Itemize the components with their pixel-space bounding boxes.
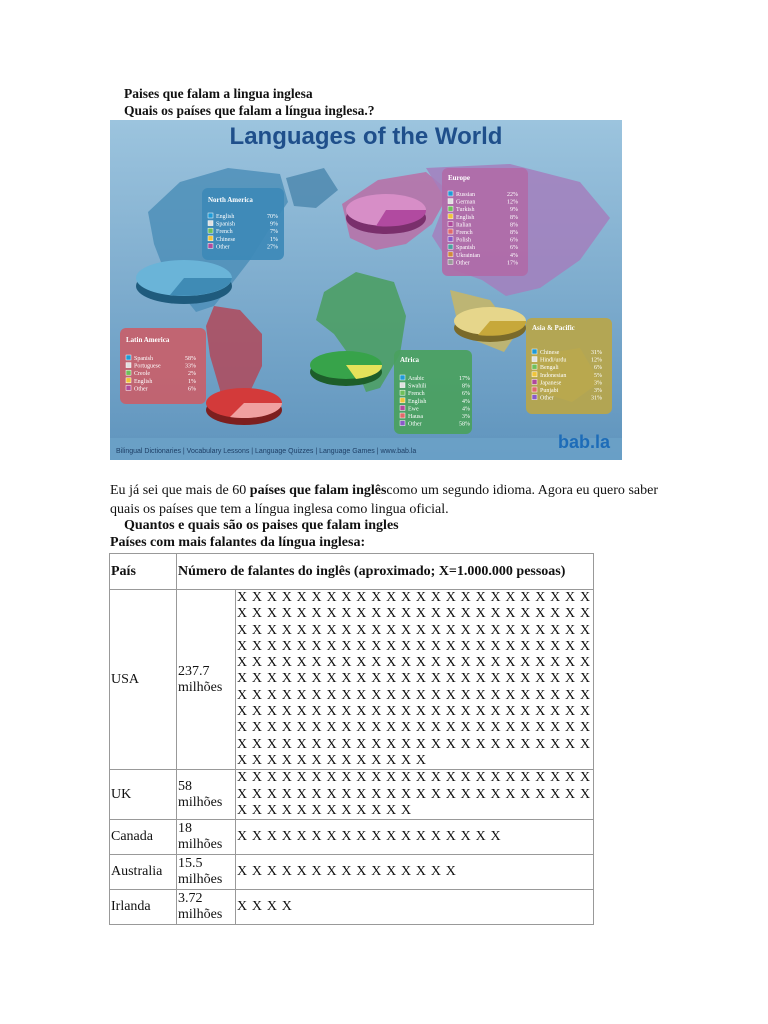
amount-cell: 3.72 milhões (177, 890, 236, 925)
legend-swatch (126, 385, 131, 390)
legend-language: English (408, 398, 427, 405)
country-cell: Australia (110, 855, 177, 890)
legend-swatch (448, 244, 453, 249)
x-bar-cell: X X X X X X X X X X X X X X X X X X (236, 820, 594, 855)
asia-pacific-pie (454, 307, 526, 342)
subheading-1: Quantos e quais são os paises que falam ingles (124, 518, 399, 533)
legend-swatch (400, 398, 405, 403)
legend-percent: 17% (459, 376, 470, 382)
table-row (110, 820, 594, 855)
legend-percent: 8% (510, 222, 518, 229)
legend-swatch (532, 395, 537, 400)
legend-language: Creole (134, 371, 150, 378)
legend-swatch (448, 252, 453, 257)
legend-language: Turkish (456, 207, 475, 214)
legend-swatch (532, 372, 537, 377)
legend-percent: 31% (591, 350, 602, 356)
legend-swatch (448, 191, 453, 196)
legend-percent: 7% (270, 229, 278, 236)
legend-percent: 8% (510, 230, 518, 236)
map-title: Languages of the World (229, 123, 503, 150)
legend-percent: 31% (591, 395, 602, 402)
legend-percent: 1% (270, 236, 278, 243)
legend-language: Chinese (540, 350, 560, 356)
north-america-legend (202, 188, 284, 260)
legend-percent: 3% (462, 414, 470, 420)
x-bar-cell: X X X X X X X X X X X X X X X X X X X X X X X X X X X X X X X X X X X X X X X X X X X X X X X X X X X X X X X X X X X X (236, 770, 594, 820)
legend-swatch (448, 229, 453, 234)
intro-paragraph (110, 481, 658, 519)
legend-percent: 17% (507, 260, 518, 267)
legend-swatch (208, 243, 213, 248)
legend-language: English (216, 214, 235, 220)
x-bar-cell: X X X X X X X X X X X X X X X X X X X X X X X X X X X X X X X X X X X X X X X X X X X X X X X X X X X X X X X X X X X X X X X X X X X X X X X X X X X X X X X X X X X X X X X X X X X X X X X X X X X X X X X X X X X X X X X X X X X X X X X X X X X X X X X X X X X X X X X X X X X X X X X X X X X X X X X X X X X X X X X X X X X X X X X X X X X X X X X X X X X X X X X X X X X X X X X X X X X X X X X X X X X X X X X X X X X X X X X X X X X X X X X X X X X X X X X X X X X X X X X X X X X X X X X X X X X X X (236, 590, 594, 770)
country-cell: USA (110, 590, 177, 770)
legend-percent: 8% (462, 383, 470, 390)
legend-percent: 70% (267, 214, 278, 220)
region-name: Africa (400, 356, 420, 364)
legend-language: Japanese (540, 380, 562, 387)
table-row (110, 855, 594, 890)
legend-swatch (532, 379, 537, 384)
legend-language: Chinese (216, 236, 236, 243)
legend-swatch (126, 355, 131, 360)
region-name: Latin America (126, 336, 170, 344)
legend-swatch (208, 221, 213, 226)
latin-america-legend (120, 328, 206, 404)
legend-percent: 4% (462, 406, 470, 413)
languages-of-the-world-map (110, 120, 622, 460)
table-row (110, 770, 594, 820)
legend-percent: 6% (594, 365, 602, 372)
legend-percent: 6% (188, 386, 196, 393)
europe-legend (442, 168, 528, 276)
legend-percent: 6% (510, 245, 518, 252)
legend-language: Spanish (456, 245, 476, 252)
legend-language: Punjabi (540, 388, 559, 394)
legend-language: Other (216, 244, 230, 251)
legend-language: Ukrainian (456, 252, 480, 259)
subheading-2: Países com mais falantes da língua inglesa: (110, 535, 366, 550)
table-row (110, 590, 594, 770)
country-cell: Irlanda (110, 890, 177, 925)
north-america-pie (136, 260, 232, 304)
footer-links: Bilingual Dictionaries | Vocabulary Lessons | Language Quizzes | Language Games | www.bab.la (116, 448, 417, 455)
legend-swatch (532, 349, 537, 354)
legend-language: Polish (456, 237, 472, 244)
legend-percent: 3% (594, 380, 602, 387)
legend-language: English (134, 378, 153, 385)
table-row (110, 890, 594, 925)
legend-swatch (400, 405, 405, 410)
legend-percent: 9% (510, 207, 518, 214)
legend-language: Portuguese (134, 363, 161, 370)
legend-percent: 4% (462, 398, 470, 405)
africa-legend (394, 350, 472, 434)
latin-america-pie (206, 388, 282, 425)
legend-language: French (456, 230, 473, 236)
legend-swatch (448, 221, 453, 226)
legend-swatch (126, 363, 131, 368)
header-speakers: Número de falantes do inglês (aproximado; X=1.000.000 pessoas) (177, 554, 594, 590)
heading-line-1: Paises que falam a lingua inglesa (124, 86, 313, 101)
amount-cell: 58 milhões (177, 770, 236, 820)
legend-swatch (448, 259, 453, 264)
legend-percent: 33% (185, 363, 196, 370)
legend-percent: 27% (267, 244, 278, 251)
legend-percent: 6% (462, 391, 470, 398)
legend-swatch (448, 237, 453, 242)
legend-language: French (216, 229, 233, 236)
speakers-table (109, 553, 594, 925)
legend-percent: 8% (510, 214, 518, 221)
legend-swatch (400, 375, 405, 380)
amount-cell: 15.5 milhões (177, 855, 236, 890)
heading-line-2: Quais os países que falam a língua inglesa.? (124, 103, 375, 118)
legend-swatch (126, 370, 131, 375)
legend-language: Other (456, 260, 470, 267)
x-bar-cell: X X X X X X X X X X X X X X X (236, 855, 594, 890)
x-bar-cell: X X X X (236, 890, 594, 925)
legend-percent: 58% (459, 421, 470, 428)
legend-swatch (448, 199, 453, 204)
country-cell: UK (110, 770, 177, 820)
legend-language: Russian (456, 192, 476, 198)
legend-percent: 12% (591, 357, 602, 364)
legend-language: Italian (456, 222, 472, 229)
legend-percent: 9% (270, 221, 278, 228)
paragraph-text-before: Eu já sei que mais de 60 (110, 483, 250, 498)
legend-percent: 58% (185, 356, 196, 362)
europe-pie (346, 194, 426, 234)
amount-cell: 237.7 milhões (177, 590, 236, 770)
legend-percent: 3% (594, 388, 602, 394)
legend-swatch (532, 357, 537, 362)
africa-pie (310, 351, 382, 386)
legend-language: English (456, 214, 475, 221)
legend-language: Bengali (540, 365, 559, 372)
header-country: País (110, 554, 177, 590)
legend-language: German (456, 199, 476, 206)
legend-language: Arabic (408, 376, 425, 382)
legend-language: Swahili (408, 383, 427, 390)
region-name: North America (208, 196, 253, 204)
legend-swatch (448, 206, 453, 211)
paragraph-bold: países que falam inglês (249, 483, 387, 498)
legend-language: Other (408, 421, 422, 428)
legend-swatch (400, 421, 405, 426)
legend-percent: 4% (510, 252, 518, 259)
legend-swatch (208, 236, 213, 241)
babla-logo: bab.la (558, 432, 611, 452)
table-header-row (110, 554, 594, 590)
legend-swatch (532, 364, 537, 369)
legend-language: Hausa (408, 414, 423, 420)
region-name: Europe (448, 174, 471, 182)
legend-swatch (126, 378, 131, 383)
legend-language: Other (134, 386, 148, 393)
legend-percent: 6% (510, 237, 518, 244)
legend-swatch (400, 383, 405, 388)
legend-percent: 12% (507, 199, 518, 206)
legend-language: French (408, 391, 425, 398)
legend-language: Hindi/urdu (540, 357, 567, 364)
legend-percent: 22% (507, 192, 518, 198)
legend-language: Indonesian (540, 372, 567, 379)
asia-pacific-legend (526, 318, 612, 414)
legend-percent: 1% (188, 378, 196, 385)
amount-cell: 18 milhões (177, 820, 236, 855)
legend-percent: 5% (594, 372, 602, 379)
region-name: Asia & Pacific (532, 324, 575, 332)
legend-swatch (532, 387, 537, 392)
legend-language: Ewe (408, 406, 419, 413)
legend-percent: 2% (188, 371, 196, 378)
legend-swatch (400, 390, 405, 395)
country-cell: Canada (110, 820, 177, 855)
legend-language: Spanish (134, 356, 154, 362)
legend-swatch (448, 214, 453, 219)
legend-language: Spanish (216, 221, 236, 228)
legend-swatch (400, 413, 405, 418)
legend-language: Other (540, 395, 554, 402)
paragraph-text-after: como um segundo idioma. Agora eu quero saber quais os países que tem a língua inglesa como lingua oficial. (110, 483, 658, 517)
legend-swatch (208, 228, 213, 233)
legend-swatch (208, 213, 213, 218)
